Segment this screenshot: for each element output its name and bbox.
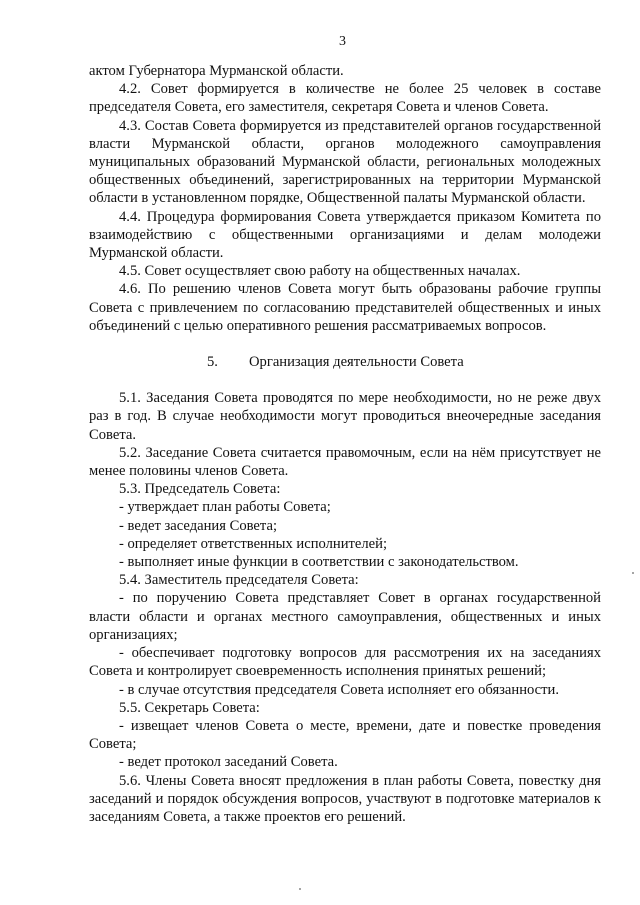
page-number: 3 <box>339 34 346 49</box>
list-item-5-5-a: - извещает членов Совета о месте, времени, дате и повестке проведения Совета; <box>89 717 601 753</box>
scan-speck <box>299 888 301 890</box>
section-title: Организация деятельности Совета <box>249 354 464 371</box>
paragraph-5-5: 5.5. Секретарь Совета: <box>119 699 260 716</box>
paragraph-intro: актом Губернатора Мурманской области. <box>89 63 344 79</box>
scan-speck <box>632 572 634 574</box>
paragraph-5-4: 5.4. Заместитель председателя Совета: <box>119 572 359 589</box>
section-heading <box>89 353 601 371</box>
list-item-5-5-b: - ведет протокол заседаний Совета. <box>119 754 338 771</box>
paragraph-5-6: 5.6. Члены Совета вносят предложения в план работы Совета, повестку дня заседаний и порядок обсуждения вопросов, участвуют в подготовке материалов к заседаниям Совета, а также проектов его решений. <box>89 772 601 825</box>
list-item-5-3-c: - определяет ответственных исполнителей; <box>119 535 388 552</box>
document-body <box>89 62 601 826</box>
paragraph-4-4: 4.4. Процедура формирования Совета утверждается приказом Комитета по взаимодействию с общественными организациями и делам молодежи Мурманской области. <box>89 208 601 262</box>
paragraph-5-1: 5.1. Заседания Совета проводятся по мере необходимости, но не реже двух раз в год. В случае необходимости могут проводиться внеочередные заседания Совета. <box>89 390 601 443</box>
paragraph-5-2: 5.2. Заседание Совета считается правомочным, если на нём присутствует не менее половины членов Совета. <box>89 444 601 480</box>
list-item-5-4-a: - по поручению Совета представляет Совет в органах государственной власти области и органах местного самоуправления, общественных и иных организациях; <box>89 590 601 643</box>
list-item-5-4-b: - обеспечивает подготовку вопросов для рассмотрения их на заседаниях Совета и контролирует своевременность исполнения принятых решений; <box>89 645 601 680</box>
list-item-5-3-a: - утверждает план работы Совета; <box>119 499 331 516</box>
paragraph-4-3: 4.3. Состав Совета формируется из представителей органов государственной власти Мурманской области, органов молодежного самоуправления муниципальных образований Мурманской области, региональных молодежных общественных объединений, зарегистрированных на территории Мурманской области в установленном порядке, Общественной палаты Мурманской области. <box>89 117 601 207</box>
list-item-5-3-b: - ведет заседания Совета; <box>119 517 277 534</box>
list-item-5-3-d: - выполняет иные функции в соответствии с законодательством. <box>119 554 519 571</box>
paragraph-4-6: 4.6. По решению членов Совета могут быть образованы рабочие группы Совета с привлечением по согласованию представителей общественных и иных объединений с целью оперативного решения рассматриваемых вопросов. <box>89 281 601 334</box>
list-item-5-4-c: - в случае отсутствия председателя Совета исполняет его обязанности. <box>119 681 559 698</box>
paragraph-4-2: 4.2. Совет формируется в количестве не более 25 человек в составе председателя Совета, его заместителя, секретаря Совета и членов Совета. <box>89 81 601 116</box>
section-number: 5. <box>207 354 218 371</box>
paragraph-5-3: 5.3. Председатель Совета: <box>119 481 281 498</box>
paragraph-4-5: 4.5. Совет осуществляет свою работу на общественных началах. <box>119 263 521 280</box>
